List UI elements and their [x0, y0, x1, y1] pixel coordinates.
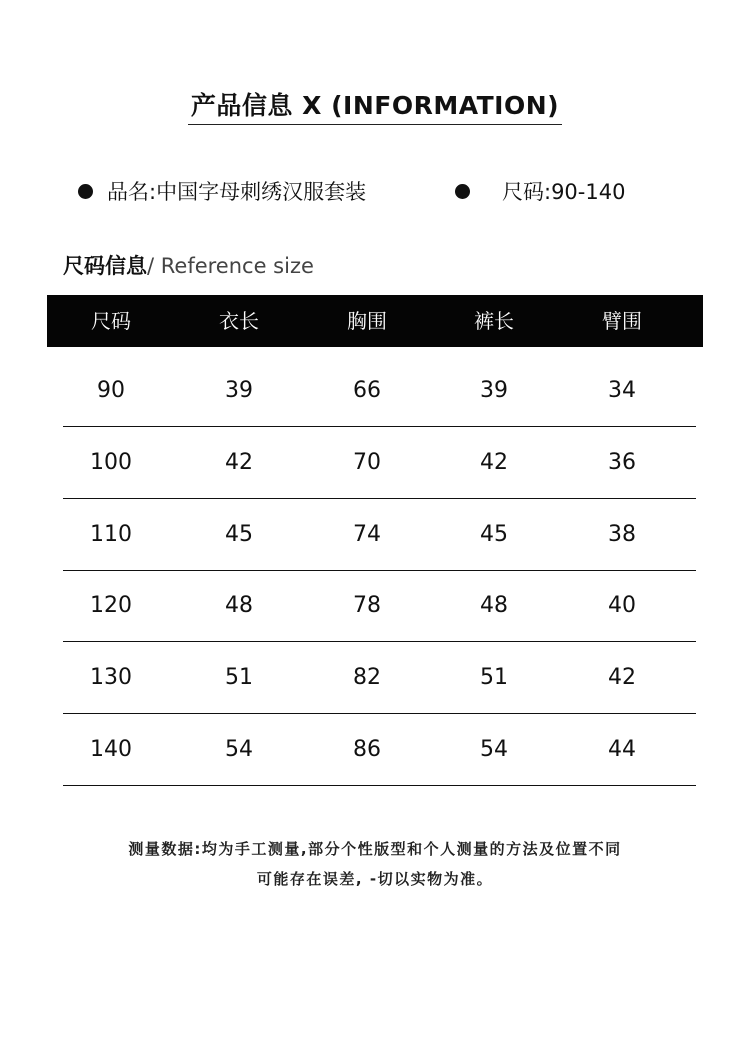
table-cell: 40 [608, 593, 636, 618]
table-cell: 70 [353, 450, 381, 475]
header-cell-arm: 臂围 [602, 309, 642, 333]
table-cell: 120 [90, 593, 132, 618]
page-title: 产品信息 X (INFORMATION) [190, 91, 560, 120]
table-cell: 54 [225, 737, 253, 762]
table-cell: 90 [97, 378, 125, 403]
table-row [63, 355, 696, 427]
bullet-icon [455, 184, 470, 199]
header-cell-chest: 胸围 [347, 309, 387, 333]
header-cell-length: 衣长 [219, 309, 259, 333]
bullet-icon [78, 184, 93, 199]
header-cell-pants-length: 裤长 [474, 309, 514, 333]
section-heading-en: / Reference size [147, 254, 314, 278]
table-cell: 66 [353, 378, 381, 403]
table-cell: 82 [353, 665, 381, 690]
table-cell: 130 [90, 665, 132, 690]
measurement-note-line-2: 可能存在误差, -切以实物为准。 [256, 870, 494, 888]
table-cell: 44 [608, 737, 636, 762]
table-cell: 51 [225, 665, 253, 690]
table-cell: 140 [90, 737, 132, 762]
table-cell: 48 [225, 593, 253, 618]
table-cell: 54 [480, 737, 508, 762]
table-cell: 51 [480, 665, 508, 690]
table-row [63, 570, 696, 642]
table-cell: 36 [608, 450, 636, 475]
table-cell: 34 [608, 378, 636, 403]
product-name-text: 品名:中国字母刺绣汉服套装 [107, 180, 367, 204]
product-name-item [78, 176, 366, 206]
table-cell: 39 [480, 378, 508, 403]
table-cell: 38 [608, 522, 636, 547]
table-cell: 48 [480, 593, 508, 618]
measurement-note-line-1: 测量数据:均为手工测量,部分个性版型和个人测量的方法及位置不同 [128, 840, 622, 858]
section-heading [63, 250, 314, 280]
table-cell: 39 [225, 378, 253, 403]
table-row [63, 642, 696, 714]
table-cell: 86 [353, 737, 381, 762]
table-row [63, 499, 696, 571]
size-range-text: 尺码:90-140 [502, 180, 626, 204]
table-cell: 42 [608, 665, 636, 690]
table-cell: 42 [480, 450, 508, 475]
table-cell: 45 [480, 522, 508, 547]
table-cell: 42 [225, 450, 253, 475]
row-divider [63, 785, 696, 786]
table-cell: 100 [90, 450, 132, 475]
table-cell: 110 [90, 522, 132, 547]
size-range-item [455, 176, 625, 206]
size-table-header [47, 295, 703, 347]
table-cell: 78 [353, 593, 381, 618]
header-cell-size: 尺码 [91, 309, 131, 333]
table-row [63, 427, 696, 499]
title-underline [188, 124, 562, 125]
table-cell: 45 [225, 522, 253, 547]
section-heading-cn: 尺码信息 [63, 254, 147, 278]
table-cell: 74 [353, 522, 381, 547]
table-row [63, 714, 696, 786]
